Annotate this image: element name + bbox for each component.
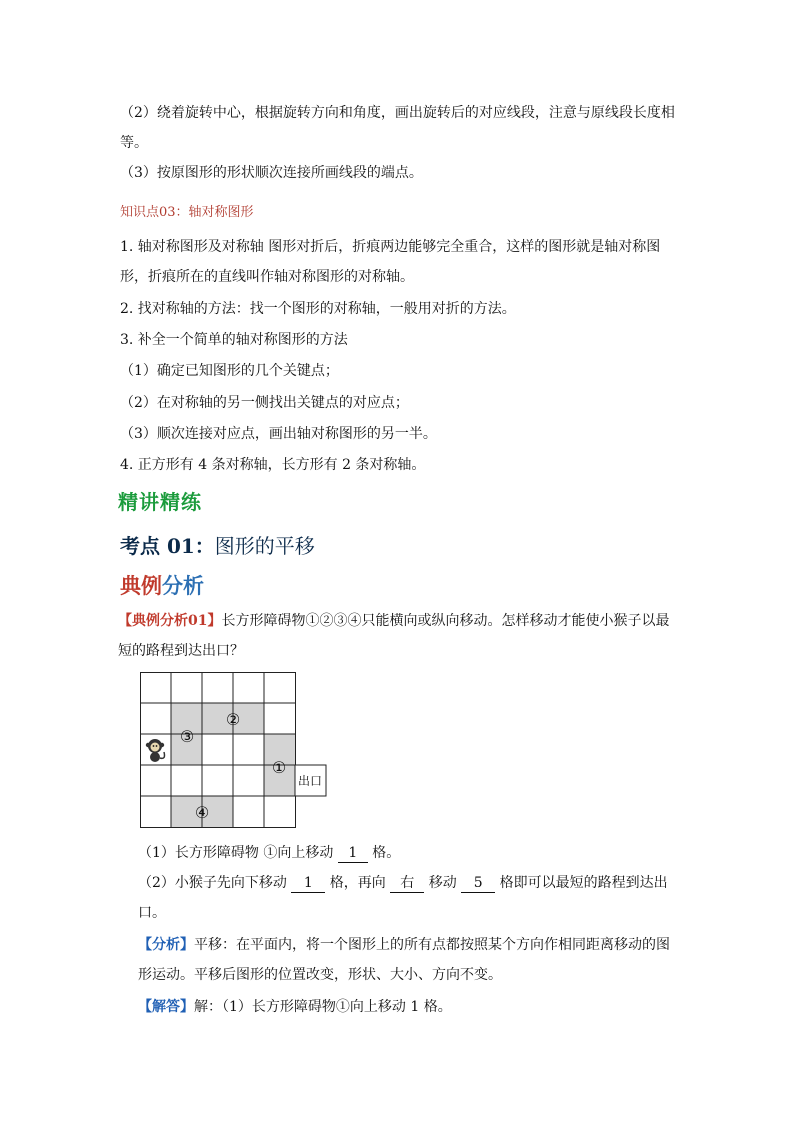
- example-analysis-heading: [120, 570, 204, 600]
- q1-prefix: （1）长方形障碍物 ①向上移动: [138, 845, 338, 861]
- q2-mid-1: 格，再向: [325, 875, 391, 891]
- q1-suffix: 格。: [367, 845, 401, 861]
- q1-answer-blank: 1: [338, 844, 368, 863]
- question-2: [138, 868, 683, 928]
- q2-answer-blank-2: 右: [390, 874, 424, 893]
- example-question-text: 长方形障碍物①②③④只能横向或纵向移动。怎样移动才能使小猴子以最短的路程到达出口？: [118, 613, 670, 659]
- answer-text: 解：（1）长方形障碍物①向上移动 1 格。: [194, 999, 452, 1015]
- maze-grid-svg: [140, 672, 330, 832]
- answer-paragraph: [138, 992, 683, 1022]
- obstacle-3-label: ③: [179, 727, 195, 746]
- q2-answer-blank-3: 5: [461, 874, 495, 893]
- obstacle-1-label: ①: [271, 758, 287, 777]
- obstacle-2-label: ②: [225, 710, 241, 729]
- exam-point-label: 考点 01：: [120, 534, 215, 558]
- rotate-step-2: （2）绕着旋转中心，根据旋转方向和角度，画出旋转后的对应线段，注意与原线段长度相等。: [120, 105, 675, 151]
- section-heading-practice: 精讲精练: [118, 490, 202, 514]
- rotate-step-3: （3）按原图形的形状顺次连接所画线段的端点。: [120, 165, 423, 181]
- q2-prefix: （2）小猴子先向下移动: [138, 875, 292, 891]
- kp03-sub-3: （3）顺次连接对应点，画出轴对称图形的另一半。: [120, 426, 437, 442]
- q2-answer-blank-1: 1: [291, 874, 325, 893]
- exam-point-name: 图形的平移: [214, 534, 315, 558]
- kp03-item-4: 4. 正方形有 4 条对称轴，长方形有 2 条对称轴。: [120, 457, 426, 473]
- knowledge-point-03-title: 知识点03：轴对称图形: [120, 205, 254, 220]
- kp03-item-2: 2. 找对称轴的方法：找一个图形的对称轴，一般用对折的方法。: [120, 301, 516, 317]
- example-tag: 【典例分析01】: [118, 613, 222, 629]
- analysis-tag: 【分析】: [138, 937, 194, 953]
- exit-label: 出口: [297, 774, 323, 788]
- exam-point-title: [120, 530, 315, 559]
- analysis-text: 平移：在平面内，将一个图形上的所有点都按照某个方向作相同距离移动的图形运动。平移后图形的位置改变，形状、大小、方向不变。: [138, 937, 670, 983]
- kp03-sub-2: （2）在对称轴的另一侧找出关键点的对应点；: [120, 395, 409, 411]
- q2-mid-2: 移动: [424, 875, 462, 891]
- maze-grid-figure: [140, 672, 330, 836]
- question-1: [138, 838, 678, 868]
- kp03-item-3: 3. 补全一个简单的轴对称图形的方法: [120, 332, 348, 348]
- analysis-paragraph: [138, 930, 683, 990]
- obstacle-4-label: ④: [194, 803, 210, 822]
- example-heading-part-b: 分析: [162, 573, 204, 598]
- answer-tag: 【解答】: [138, 999, 194, 1015]
- kp03-item-1: 1. 轴对称图形及对称轴 图形对折后，折痕两边能够完全重合，这样的图形就是轴对称图形，折痕所在的直线叫作轴对称图形的对称轴。: [120, 239, 661, 285]
- q2-suffix: 格即可以最短的路程到达出口。: [138, 875, 668, 921]
- example-question: [118, 606, 680, 666]
- example-heading-part-a: 典例: [120, 573, 162, 598]
- kp03-sub-1: （1）确定已知图形的几个关键点；: [120, 363, 339, 379]
